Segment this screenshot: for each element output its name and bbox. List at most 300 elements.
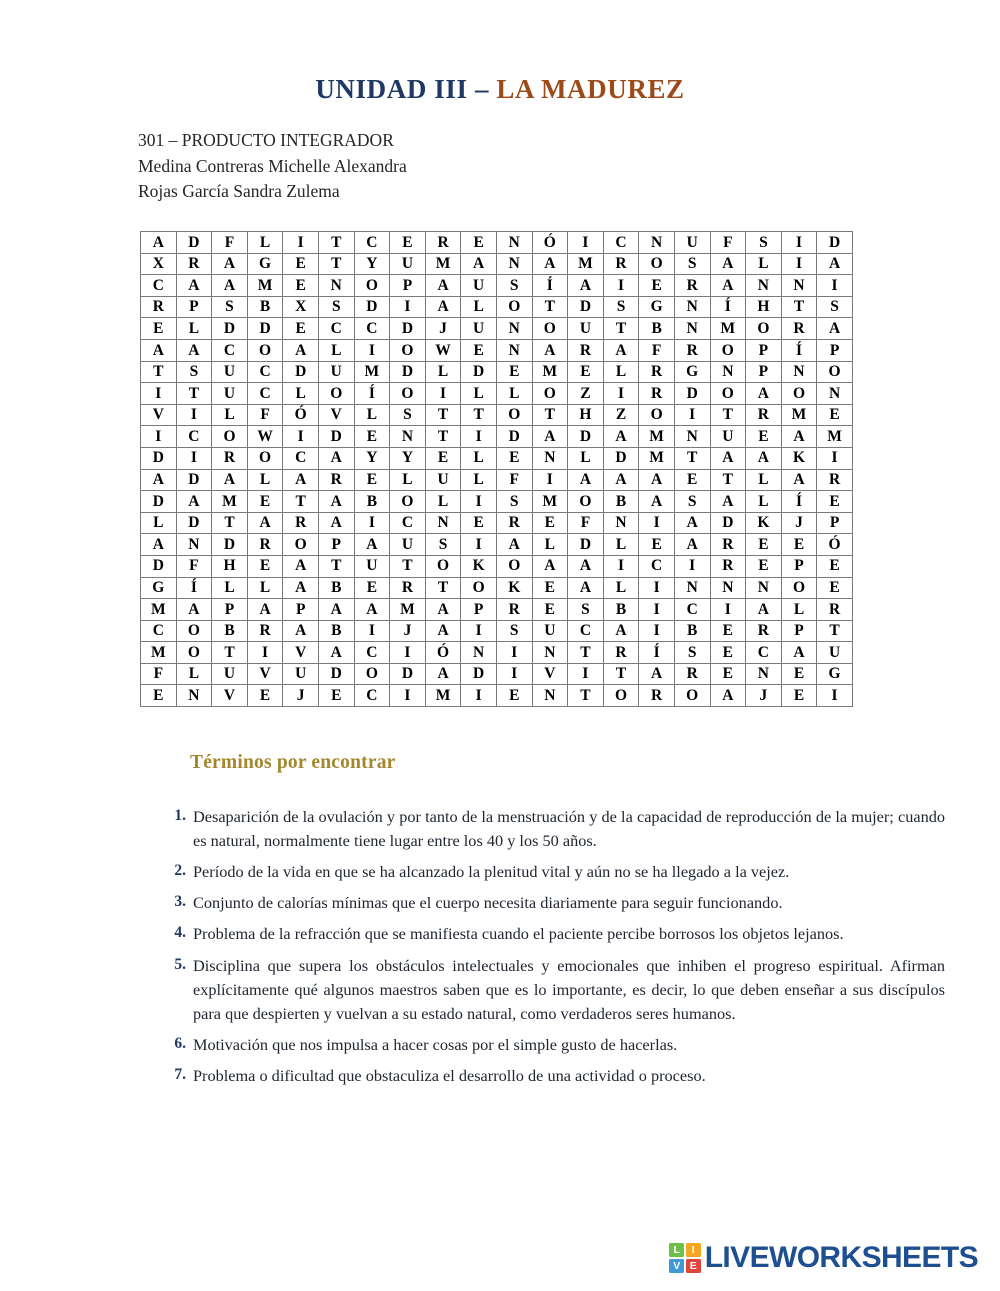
wordsearch-cell[interactable]: T: [710, 469, 746, 491]
wordsearch-cell[interactable]: D: [212, 534, 248, 556]
wordsearch-cell[interactable]: I: [425, 383, 461, 405]
wordsearch-cell[interactable]: L: [746, 469, 782, 491]
wordsearch-cell[interactable]: U: [532, 620, 568, 642]
wordsearch-cell[interactable]: W: [247, 426, 283, 448]
wordsearch-cell[interactable]: L: [425, 361, 461, 383]
wordsearch-cell[interactable]: O: [532, 318, 568, 340]
wordsearch-cell[interactable]: W: [425, 339, 461, 361]
wordsearch-cell[interactable]: A: [318, 599, 354, 621]
wordsearch-cell[interactable]: I: [639, 512, 675, 534]
wordsearch-cell[interactable]: P: [390, 275, 426, 297]
wordsearch-cell[interactable]: R: [283, 512, 319, 534]
wordsearch-cell[interactable]: E: [532, 599, 568, 621]
wordsearch-cell[interactable]: M: [781, 404, 817, 426]
wordsearch-cell[interactable]: Í: [639, 642, 675, 664]
wordsearch-cell[interactable]: O: [283, 534, 319, 556]
wordsearch-cell[interactable]: V: [532, 663, 568, 685]
wordsearch-cell[interactable]: M: [710, 318, 746, 340]
wordsearch-cell[interactable]: O: [710, 383, 746, 405]
wordsearch-cell[interactable]: A: [247, 512, 283, 534]
wordsearch-cell[interactable]: A: [817, 318, 853, 340]
wordsearch-cell[interactable]: I: [532, 469, 568, 491]
wordsearch-cell[interactable]: P: [746, 339, 782, 361]
wordsearch-cell[interactable]: N: [496, 253, 532, 275]
wordsearch-cell[interactable]: N: [781, 361, 817, 383]
wordsearch-cell[interactable]: N: [532, 642, 568, 664]
wordsearch-cell[interactable]: N: [532, 685, 568, 707]
wordsearch-cell[interactable]: R: [603, 642, 639, 664]
wordsearch-cell[interactable]: I: [639, 620, 675, 642]
wordsearch-cell[interactable]: F: [639, 339, 675, 361]
wordsearch-cell[interactable]: O: [390, 491, 426, 513]
wordsearch-cell[interactable]: T: [710, 404, 746, 426]
wordsearch-cell[interactable]: P: [817, 339, 853, 361]
wordsearch-cell[interactable]: C: [176, 426, 212, 448]
wordsearch-cell[interactable]: I: [390, 296, 426, 318]
wordsearch-cell[interactable]: M: [141, 642, 177, 664]
wordsearch-cell[interactable]: R: [568, 339, 604, 361]
wordsearch-cell[interactable]: P: [283, 599, 319, 621]
wordsearch-cell[interactable]: O: [354, 663, 390, 685]
wordsearch-cell[interactable]: B: [603, 599, 639, 621]
wordsearch-cell[interactable]: E: [318, 685, 354, 707]
wordsearch-cell[interactable]: A: [176, 339, 212, 361]
wordsearch-cell[interactable]: U: [354, 555, 390, 577]
wordsearch-cell[interactable]: L: [532, 534, 568, 556]
wordsearch-cell[interactable]: L: [247, 469, 283, 491]
wordsearch-cell[interactable]: R: [390, 577, 426, 599]
wordsearch-cell[interactable]: I: [461, 685, 497, 707]
wordsearch-cell[interactable]: E: [496, 447, 532, 469]
wordsearch-cell[interactable]: A: [141, 469, 177, 491]
wordsearch-cell[interactable]: X: [141, 253, 177, 275]
wordsearch-cell[interactable]: V: [247, 663, 283, 685]
wordsearch-cell[interactable]: E: [496, 685, 532, 707]
wordsearch-cell[interactable]: D: [568, 426, 604, 448]
wordsearch-cell[interactable]: R: [746, 404, 782, 426]
wordsearch-cell[interactable]: S: [817, 296, 853, 318]
wordsearch-cell[interactable]: I: [283, 232, 319, 254]
wordsearch-cell[interactable]: D: [176, 232, 212, 254]
wordsearch-cell[interactable]: N: [817, 383, 853, 405]
wordsearch-cell[interactable]: D: [212, 318, 248, 340]
wordsearch-cell[interactable]: E: [710, 620, 746, 642]
wordsearch-cell[interactable]: M: [390, 599, 426, 621]
wordsearch-cell[interactable]: K: [461, 555, 497, 577]
wordsearch-cell[interactable]: I: [461, 534, 497, 556]
wordsearch-cell[interactable]: R: [710, 555, 746, 577]
wordsearch-cell[interactable]: I: [817, 275, 853, 297]
wordsearch-cell[interactable]: R: [639, 361, 675, 383]
wordsearch-cell[interactable]: A: [746, 599, 782, 621]
wordsearch-cell[interactable]: L: [425, 491, 461, 513]
wordsearch-cell[interactable]: Í: [710, 296, 746, 318]
wordsearch-cell[interactable]: T: [212, 512, 248, 534]
wordsearch-cell[interactable]: T: [603, 663, 639, 685]
wordsearch-cell[interactable]: A: [212, 275, 248, 297]
wordsearch-cell[interactable]: I: [283, 426, 319, 448]
wordsearch-cell[interactable]: D: [390, 361, 426, 383]
wordsearch-cell[interactable]: E: [639, 275, 675, 297]
wordsearch-cell[interactable]: B: [639, 318, 675, 340]
wordsearch-cell[interactable]: U: [674, 232, 710, 254]
wordsearch-cell[interactable]: I: [781, 253, 817, 275]
wordsearch-cell[interactable]: L: [461, 383, 497, 405]
wordsearch-cell[interactable]: M: [639, 426, 675, 448]
wordsearch-cell[interactable]: L: [212, 577, 248, 599]
wordsearch-cell[interactable]: A: [425, 599, 461, 621]
wordsearch-cell[interactable]: A: [141, 339, 177, 361]
wordsearch-cell[interactable]: E: [817, 555, 853, 577]
wordsearch-cell[interactable]: O: [496, 296, 532, 318]
wordsearch-cell[interactable]: K: [496, 577, 532, 599]
wordsearch-cell[interactable]: C: [247, 361, 283, 383]
wordsearch-cell[interactable]: A: [461, 253, 497, 275]
wordsearch-cell[interactable]: N: [461, 642, 497, 664]
wordsearch-cell[interactable]: I: [568, 663, 604, 685]
wordsearch-cell[interactable]: A: [710, 685, 746, 707]
wordsearch-cell[interactable]: C: [568, 620, 604, 642]
wordsearch-cell[interactable]: C: [283, 447, 319, 469]
wordsearch-cell[interactable]: R: [817, 469, 853, 491]
wordsearch-cell[interactable]: R: [176, 253, 212, 275]
wordsearch-cell[interactable]: R: [496, 512, 532, 534]
wordsearch-cell[interactable]: A: [141, 232, 177, 254]
wordsearch-cell[interactable]: S: [212, 296, 248, 318]
wordsearch-cell[interactable]: O: [496, 404, 532, 426]
wordsearch-cell[interactable]: R: [781, 318, 817, 340]
wordsearch-cell[interactable]: P: [212, 599, 248, 621]
wordsearch-cell[interactable]: R: [710, 534, 746, 556]
wordsearch-cell[interactable]: P: [781, 555, 817, 577]
wordsearch-cell[interactable]: A: [354, 534, 390, 556]
wordsearch-cell[interactable]: E: [746, 534, 782, 556]
wordsearch-cell[interactable]: D: [141, 491, 177, 513]
wordsearch-cell[interactable]: E: [639, 534, 675, 556]
wordsearch-cell[interactable]: I: [496, 663, 532, 685]
wordsearch-cell[interactable]: P: [176, 296, 212, 318]
wordsearch-cell[interactable]: A: [532, 339, 568, 361]
wordsearch-cell[interactable]: R: [674, 663, 710, 685]
wordsearch-cell[interactable]: T: [283, 491, 319, 513]
wordsearch-cell[interactable]: C: [390, 512, 426, 534]
wordsearch-cell[interactable]: S: [603, 296, 639, 318]
wordsearch-cell[interactable]: J: [425, 318, 461, 340]
wordsearch-cell[interactable]: A: [425, 620, 461, 642]
wordsearch-cell[interactable]: T: [461, 404, 497, 426]
wordsearch-cell[interactable]: A: [639, 491, 675, 513]
wordsearch-cell[interactable]: S: [674, 253, 710, 275]
wordsearch-cell[interactable]: O: [212, 426, 248, 448]
wordsearch-cell[interactable]: E: [247, 491, 283, 513]
wordsearch-cell[interactable]: Í: [354, 383, 390, 405]
wordsearch-cell[interactable]: O: [390, 339, 426, 361]
wordsearch-cell[interactable]: D: [461, 361, 497, 383]
wordsearch-cell[interactable]: L: [781, 599, 817, 621]
wordsearch-cell[interactable]: T: [817, 620, 853, 642]
wordsearch-cell[interactable]: O: [425, 555, 461, 577]
wordsearch-cell[interactable]: I: [247, 642, 283, 664]
wordsearch-cell[interactable]: T: [212, 642, 248, 664]
wordsearch-cell[interactable]: O: [532, 383, 568, 405]
wordsearch-cell[interactable]: S: [390, 404, 426, 426]
wordsearch-cell[interactable]: L: [568, 447, 604, 469]
wordsearch-cell[interactable]: E: [532, 512, 568, 534]
wordsearch-cell[interactable]: A: [603, 426, 639, 448]
wordsearch-cell[interactable]: A: [817, 253, 853, 275]
wordsearch-cell[interactable]: Ó: [283, 404, 319, 426]
wordsearch-cell[interactable]: E: [781, 534, 817, 556]
wordsearch-cell[interactable]: M: [532, 361, 568, 383]
wordsearch-cell[interactable]: O: [639, 253, 675, 275]
wordsearch-cell[interactable]: V: [318, 404, 354, 426]
wordsearch-cell[interactable]: A: [283, 555, 319, 577]
wordsearch-cell[interactable]: G: [141, 577, 177, 599]
wordsearch-cell[interactable]: M: [141, 599, 177, 621]
wordsearch-cell[interactable]: R: [212, 447, 248, 469]
wordsearch-cell[interactable]: V: [212, 685, 248, 707]
wordsearch-cell[interactable]: A: [141, 534, 177, 556]
wordsearch-cell[interactable]: L: [247, 232, 283, 254]
wordsearch-cell[interactable]: I: [781, 232, 817, 254]
wordsearch-cell[interactable]: Í: [781, 339, 817, 361]
wordsearch-cell[interactable]: T: [425, 577, 461, 599]
wordsearch-cell[interactable]: I: [710, 599, 746, 621]
wordsearch-cell[interactable]: N: [425, 512, 461, 534]
wordsearch-cell[interactable]: S: [496, 620, 532, 642]
wordsearch-cell[interactable]: D: [568, 296, 604, 318]
wordsearch-cell[interactable]: T: [568, 685, 604, 707]
wordsearch-cell[interactable]: T: [532, 296, 568, 318]
wordsearch-cell[interactable]: D: [318, 663, 354, 685]
wordsearch-cell[interactable]: R: [639, 383, 675, 405]
wordsearch-cell[interactable]: I: [603, 555, 639, 577]
wordsearch-cell[interactable]: A: [212, 469, 248, 491]
wordsearch-cell[interactable]: C: [247, 383, 283, 405]
wordsearch-cell[interactable]: P: [781, 620, 817, 642]
wordsearch-cell[interactable]: D: [496, 426, 532, 448]
wordsearch-cell[interactable]: K: [781, 447, 817, 469]
wordsearch-cell[interactable]: S: [318, 296, 354, 318]
wordsearch-cell[interactable]: R: [318, 469, 354, 491]
wordsearch-cell[interactable]: L: [212, 404, 248, 426]
wordsearch-cell[interactable]: C: [354, 685, 390, 707]
wordsearch-cell[interactable]: A: [746, 383, 782, 405]
wordsearch-cell[interactable]: D: [603, 447, 639, 469]
wordsearch-cell[interactable]: I: [817, 447, 853, 469]
wordsearch-cell[interactable]: N: [176, 534, 212, 556]
wordsearch-cell[interactable]: H: [212, 555, 248, 577]
wordsearch-cell[interactable]: J: [390, 620, 426, 642]
wordsearch-cell[interactable]: D: [176, 512, 212, 534]
wordsearch-cell[interactable]: L: [176, 663, 212, 685]
wordsearch-cell[interactable]: O: [496, 555, 532, 577]
wordsearch-cell[interactable]: J: [781, 512, 817, 534]
wordsearch-cell[interactable]: L: [461, 469, 497, 491]
wordsearch-cell[interactable]: S: [496, 275, 532, 297]
wordsearch-cell[interactable]: E: [283, 318, 319, 340]
wordsearch-cell[interactable]: D: [141, 555, 177, 577]
wordsearch-cell[interactable]: D: [568, 534, 604, 556]
wordsearch-cell[interactable]: L: [603, 577, 639, 599]
wordsearch-cell[interactable]: U: [212, 383, 248, 405]
wordsearch-cell[interactable]: A: [425, 275, 461, 297]
wordsearch-cell[interactable]: A: [176, 599, 212, 621]
wordsearch-cell[interactable]: O: [176, 642, 212, 664]
wordsearch-cell[interactable]: M: [425, 685, 461, 707]
wordsearch-cell[interactable]: P: [461, 599, 497, 621]
wordsearch-cell[interactable]: C: [603, 232, 639, 254]
wordsearch-cell[interactable]: L: [603, 534, 639, 556]
wordsearch-cell[interactable]: C: [318, 318, 354, 340]
wordsearch-cell[interactable]: O: [710, 339, 746, 361]
wordsearch-cell[interactable]: Í: [176, 577, 212, 599]
wordsearch-cell[interactable]: F: [496, 469, 532, 491]
wordsearch-cell[interactable]: O: [639, 404, 675, 426]
wordsearch-cell[interactable]: T: [176, 383, 212, 405]
wordsearch-cell[interactable]: Ó: [532, 232, 568, 254]
wordsearch-cell[interactable]: O: [390, 383, 426, 405]
wordsearch-cell[interactable]: A: [568, 555, 604, 577]
wordsearch-cell[interactable]: T: [568, 642, 604, 664]
wordsearch-cell[interactable]: M: [212, 491, 248, 513]
wordsearch-cell[interactable]: E: [781, 685, 817, 707]
wordsearch-cell[interactable]: E: [461, 339, 497, 361]
wordsearch-cell[interactable]: I: [674, 404, 710, 426]
wordsearch-cell[interactable]: O: [746, 318, 782, 340]
wordsearch-cell[interactable]: A: [247, 599, 283, 621]
wordsearch-cell[interactable]: E: [568, 361, 604, 383]
wordsearch-cell[interactable]: N: [532, 447, 568, 469]
wordsearch-cell[interactable]: N: [496, 318, 532, 340]
wordsearch-cell[interactable]: R: [247, 620, 283, 642]
wordsearch-cell[interactable]: N: [496, 339, 532, 361]
wordsearch-cell[interactable]: A: [568, 275, 604, 297]
wordsearch-cell[interactable]: U: [390, 534, 426, 556]
wordsearch-cell[interactable]: E: [141, 318, 177, 340]
wordsearch-cell[interactable]: U: [212, 361, 248, 383]
wordsearch-cell[interactable]: A: [568, 469, 604, 491]
wordsearch-cell[interactable]: O: [674, 685, 710, 707]
wordsearch-cell[interactable]: B: [212, 620, 248, 642]
wordsearch-cell[interactable]: U: [461, 318, 497, 340]
wordsearch-cell[interactable]: N: [603, 512, 639, 534]
wordsearch-cell[interactable]: M: [817, 426, 853, 448]
wordsearch-cell[interactable]: D: [247, 318, 283, 340]
wordsearch-cell[interactable]: M: [532, 491, 568, 513]
wordsearch-cell[interactable]: P: [817, 512, 853, 534]
wordsearch-cell[interactable]: B: [603, 491, 639, 513]
wordsearch-cell[interactable]: L: [746, 253, 782, 275]
wordsearch-cell[interactable]: O: [603, 685, 639, 707]
wordsearch-cell[interactable]: O: [247, 447, 283, 469]
wordsearch-cell[interactable]: F: [710, 232, 746, 254]
wordsearch-cell[interactable]: D: [141, 447, 177, 469]
wordsearch-cell[interactable]: A: [425, 663, 461, 685]
wordsearch-cell[interactable]: D: [390, 318, 426, 340]
wordsearch-cell[interactable]: A: [674, 534, 710, 556]
wordsearch-cell[interactable]: I: [568, 232, 604, 254]
wordsearch-cell[interactable]: A: [710, 253, 746, 275]
wordsearch-cell[interactable]: A: [674, 512, 710, 534]
wordsearch-cell[interactable]: O: [781, 383, 817, 405]
wordsearch-cell[interactable]: D: [283, 361, 319, 383]
wordsearch-cell[interactable]: N: [390, 426, 426, 448]
wordsearch-cell[interactable]: A: [532, 555, 568, 577]
wordsearch-cell[interactable]: N: [674, 577, 710, 599]
wordsearch-cell[interactable]: N: [746, 577, 782, 599]
wordsearch-cell[interactable]: Í: [532, 275, 568, 297]
wordsearch-cell[interactable]: D: [710, 512, 746, 534]
wordsearch-cell[interactable]: B: [318, 620, 354, 642]
wordsearch-cell[interactable]: N: [710, 361, 746, 383]
wordsearch-table[interactable]: [140, 231, 853, 707]
wordsearch-cell[interactable]: A: [283, 577, 319, 599]
wordsearch-cell[interactable]: C: [141, 620, 177, 642]
wordsearch-cell[interactable]: A: [603, 469, 639, 491]
wordsearch-cell[interactable]: M: [568, 253, 604, 275]
wordsearch-cell[interactable]: I: [390, 685, 426, 707]
wordsearch-cell[interactable]: U: [318, 361, 354, 383]
wordsearch-cell[interactable]: M: [247, 275, 283, 297]
wordsearch-cell[interactable]: C: [746, 642, 782, 664]
wordsearch-cell[interactable]: A: [639, 469, 675, 491]
wordsearch-cell[interactable]: D: [817, 232, 853, 254]
wordsearch-cell[interactable]: G: [817, 663, 853, 685]
wordsearch-cell[interactable]: I: [817, 685, 853, 707]
wordsearch-cell[interactable]: I: [176, 404, 212, 426]
wordsearch-cell[interactable]: B: [674, 620, 710, 642]
wordsearch-cell[interactable]: L: [461, 296, 497, 318]
wordsearch-cell[interactable]: E: [247, 555, 283, 577]
wordsearch-cell[interactable]: N: [710, 577, 746, 599]
wordsearch-cell[interactable]: J: [283, 685, 319, 707]
wordsearch-cell[interactable]: I: [603, 383, 639, 405]
wordsearch-cell[interactable]: E: [674, 469, 710, 491]
wordsearch-cell[interactable]: L: [141, 512, 177, 534]
wordsearch-cell[interactable]: E: [461, 232, 497, 254]
wordsearch-cell[interactable]: N: [746, 275, 782, 297]
wordsearch-cell[interactable]: A: [318, 642, 354, 664]
wordsearch-cell[interactable]: L: [496, 383, 532, 405]
wordsearch-cell[interactable]: E: [710, 642, 746, 664]
wordsearch-cell[interactable]: I: [461, 426, 497, 448]
wordsearch-cell[interactable]: N: [176, 685, 212, 707]
wordsearch-cell[interactable]: E: [283, 275, 319, 297]
wordsearch-cell[interactable]: R: [674, 275, 710, 297]
wordsearch-cell[interactable]: I: [354, 339, 390, 361]
wordsearch-cell[interactable]: U: [212, 663, 248, 685]
wordsearch-cell[interactable]: B: [354, 491, 390, 513]
wordsearch-cell[interactable]: E: [532, 577, 568, 599]
wordsearch-cell[interactable]: F: [212, 232, 248, 254]
wordsearch-cell[interactable]: A: [532, 253, 568, 275]
wordsearch-cell[interactable]: N: [674, 296, 710, 318]
wordsearch-cell[interactable]: R: [496, 599, 532, 621]
wordsearch-cell[interactable]: D: [318, 426, 354, 448]
wordsearch-cell[interactable]: A: [781, 426, 817, 448]
wordsearch-cell[interactable]: A: [603, 620, 639, 642]
wordsearch-cell[interactable]: T: [425, 404, 461, 426]
wordsearch-cell[interactable]: L: [318, 339, 354, 361]
wordsearch-cell[interactable]: D: [390, 663, 426, 685]
wordsearch-cell[interactable]: F: [176, 555, 212, 577]
wordsearch-cell[interactable]: E: [354, 469, 390, 491]
wordsearch-cell[interactable]: S: [496, 491, 532, 513]
wordsearch-cell[interactable]: L: [461, 447, 497, 469]
wordsearch-cell[interactable]: E: [390, 232, 426, 254]
wordsearch-cell[interactable]: K: [746, 512, 782, 534]
